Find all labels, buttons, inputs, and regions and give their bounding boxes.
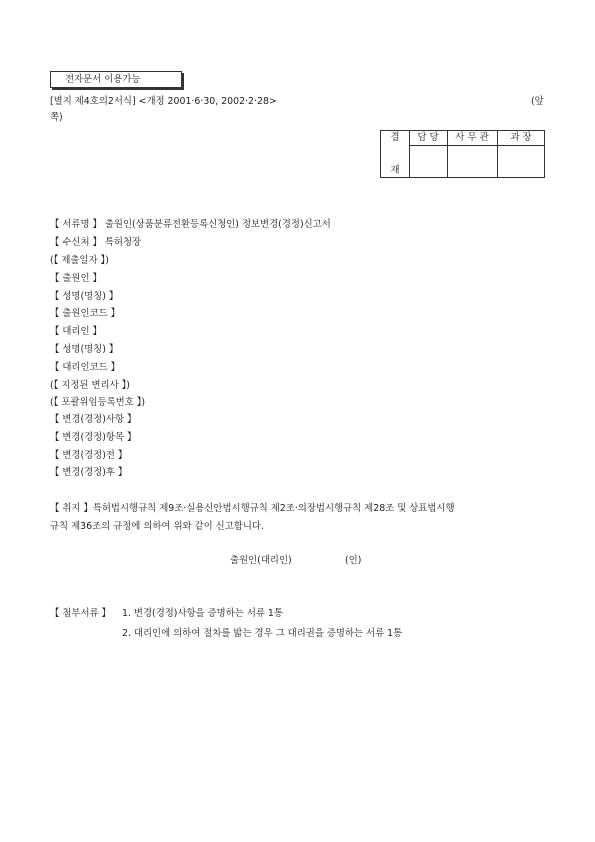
electronic-document-badge: 전자문서 이용가능 — [50, 71, 182, 88]
field-agent-name: 【 성명(명칭) 】 — [50, 344, 119, 355]
purpose-line-1: 【 취지 】특허법시행규칙 제9조·실용신안법시행규칙 제2조·의장법시행규칙 제28조 및 상표법시행 — [50, 503, 455, 514]
form-reference: [별지 제4호의2서식] <개정 2001·6·30, 2002·2·28> — [50, 96, 277, 107]
field-general-power-number: (【 포괄위임등록번호 】) — [50, 397, 146, 408]
attachment-item-2: 2. 대리인에 의하여 절차를 밟는 경우 그 대리권을 증명하는 서류 1통 — [122, 628, 403, 639]
attachment-item-1: 1. 변경(경정)사항을 증명하는 서류 1통 — [122, 608, 283, 619]
signature-seal: (인) — [345, 555, 362, 566]
approval-col-director: 과 장 — [510, 132, 532, 143]
field-designated-attorney: (【 지정된 변리사 】) — [50, 380, 130, 391]
approval-header-line — [409, 145, 544, 146]
field-document-name: 【 서류명 】 출원인(상품분류전환등록신청인) 정보변경(경정)신고서 — [50, 219, 331, 230]
approval-gyeol: 결 — [390, 132, 400, 143]
field-change-matter: 【 변경(경정)사항 】 — [50, 414, 137, 425]
field-recipient: 【 수신처 】 특허청장 — [50, 237, 142, 248]
field-applicant-code: 【 출원인코드 】 — [50, 308, 120, 319]
field-submission-date: (【 제출일자 】) — [50, 255, 109, 266]
purpose-line-2: 규칙 제36조의 규정에 의하여 위와 같이 신고합니다. — [50, 521, 264, 532]
field-after-change: 【 변경(경정)후 】 — [50, 467, 128, 478]
field-change-item: 【 변경(경정)항목 】 — [50, 432, 137, 443]
page-side-label-continued: 쪽) — [50, 112, 63, 123]
approval-col-staff: 담 당 — [417, 132, 439, 143]
page-side-label: (앞 — [531, 96, 544, 107]
attachments-label: 【 첨부서류 】 — [50, 608, 111, 619]
signature-applicant: 출원인(대리인) — [230, 555, 292, 566]
field-agent-code: 【 대리인코드 】 — [50, 362, 120, 373]
approval-box — [380, 130, 545, 178]
field-agent: 【 대리인 】 — [50, 326, 102, 337]
field-applicant: 【 출원인 】 — [50, 273, 102, 284]
approval-col-officer: 사 무 관 — [455, 132, 489, 143]
field-applicant-name: 【 성명(명칭) 】 — [50, 291, 119, 302]
approval-jae: 재 — [390, 165, 400, 176]
field-before-change: 【 변경(경정)전 】 — [50, 450, 128, 461]
